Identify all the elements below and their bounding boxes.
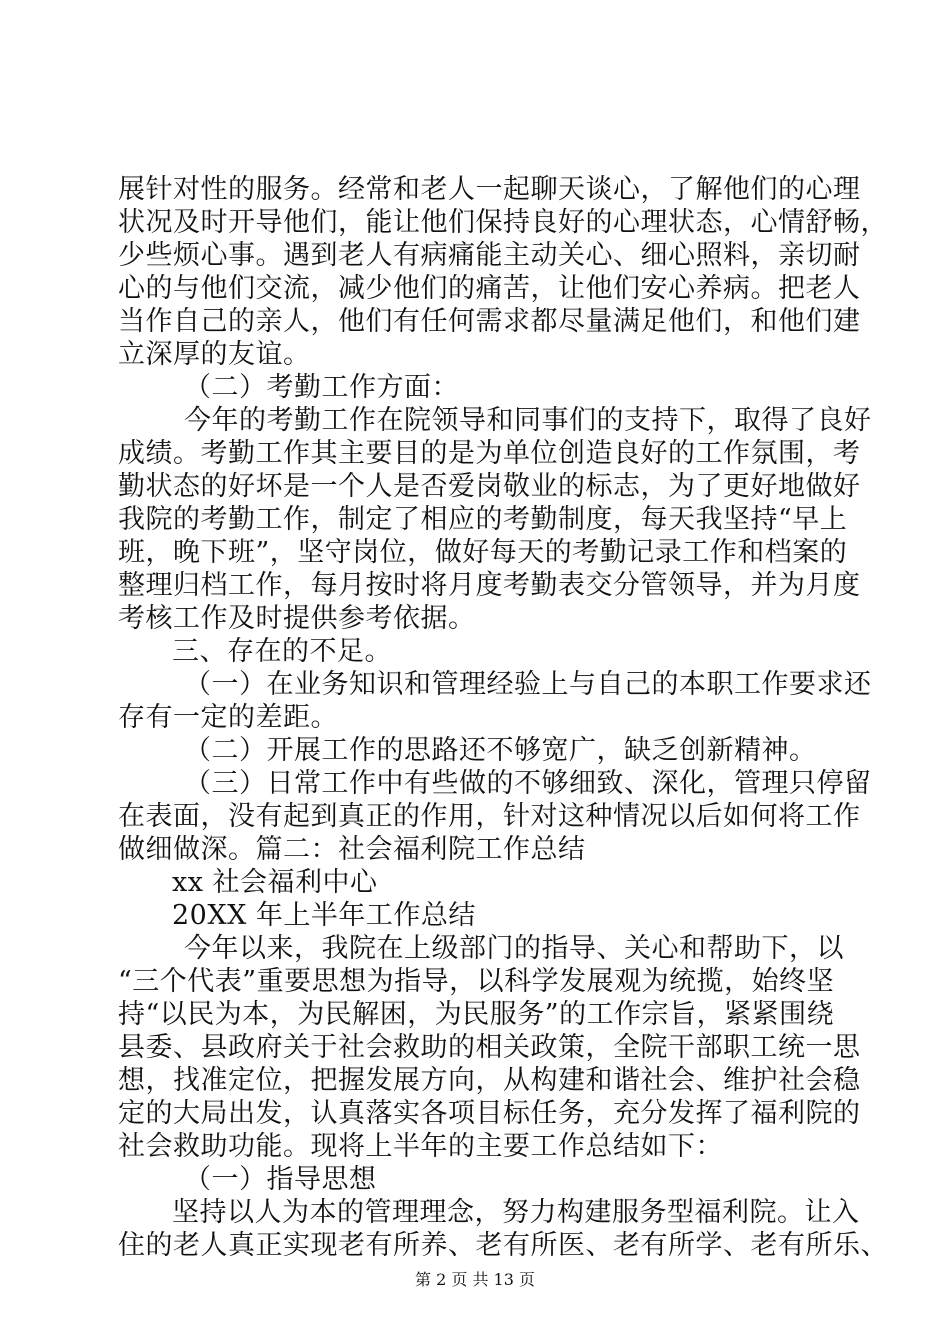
text-line: xx 社会福利中心 [172, 867, 378, 898]
text-line: 勤状态的好坏是一个人是否爱岗敬业的标志，为了更好地做好 [118, 471, 861, 502]
text-line: 展针对性的服务。经常和老人一起聊天谈心，了解他们的心理 [118, 174, 861, 205]
text-line: （二）开展工作的思路还不够宽广，缺乏创新精神。 [184, 735, 817, 766]
text-line: 状况及时开导他们，能让他们保持良好的心理状态，心情舒畅， [118, 207, 888, 238]
text-line: 心的与他们交流，减少他们的痛苦，让他们安心养病。把老人 [118, 273, 861, 304]
text-line: 做细做深。篇二：社会福利院工作总结 [118, 834, 586, 865]
text-line: 今年的考勤工作在院领导和同事们的支持下，取得了良好 [184, 405, 872, 436]
text-line: 我院的考勤工作，制定了相应的考勤制度，每天我坚持“早上 [118, 504, 848, 535]
section-heading: 三、存在的不足。 [172, 636, 392, 667]
text-line: 想，找准定位，把握发展方向，从构建和谐社会、维护社会稳 [118, 1065, 861, 1096]
text-line: 考核工作及时提供参考依据。 [118, 603, 476, 634]
text-line: 少些烦心事。遇到老人有病痛能主动关心、细心照料，亲切耐 [118, 240, 861, 271]
text-line: 立深厚的友谊。 [118, 339, 311, 370]
text-line: 持“以民为本，为民解困，为民服务”的工作宗旨，紧紧围绕 [118, 999, 835, 1030]
text-line: 当作自己的亲人，他们有任何需求都尽量满足他们，和他们建 [118, 306, 861, 337]
text-line: 在表面，没有起到真正的作用，针对这种情况以后如何将工作 [118, 801, 861, 832]
text-line: 定的大局出发，认真落实各项目标任务，充分发挥了福利院的 [118, 1098, 861, 1129]
text-line: 住的老人真正实现老有所养、老有所医、老有所学、老有所乐、 [118, 1230, 888, 1261]
text-line: 县委、县政府关于社会救助的相关政策，全院干部职工统一思 [118, 1032, 861, 1063]
text-line: 今年以来，我院在上级部门的指导、关心和帮助下，以 [184, 933, 844, 964]
text-line: 存有一定的差距。 [118, 702, 338, 733]
text-line: （一）在业务知识和管理经验上与自己的本职工作要求还 [184, 669, 872, 700]
text-line: 成绩。考勤工作其主要目的是为单位创造良好的工作氛围，考 [118, 438, 861, 469]
section-heading: （二）考勤工作方面： [184, 372, 459, 403]
text-line: “三个代表”重要思想为指导，以科学发展观为统揽，始终坚 [118, 966, 835, 997]
text-line: 社会救助功能。现将上半年的主要工作总结如下： [118, 1131, 723, 1162]
page-number: 第 2 页 共 13 页 [415, 1270, 535, 1289]
section-heading: （一）指导思想 [184, 1164, 377, 1195]
text-line: 20XX 年上半年工作总结 [172, 900, 476, 931]
page-footer [0, 1270, 950, 1290]
text-line: 班，晚下班”，坚守岗位，做好每天的考勤记录工作和档案的 [118, 537, 848, 568]
text-line: 坚持以人为本的管理理念，努力构建服务型福利院。让入 [172, 1197, 860, 1228]
text-line: 整理归档工作，每月按时将月度考勤表交分管领导，并为月度 [118, 570, 861, 601]
text-line: （三）日常工作中有些做的不够细致、深化，管理只停留 [184, 768, 872, 799]
